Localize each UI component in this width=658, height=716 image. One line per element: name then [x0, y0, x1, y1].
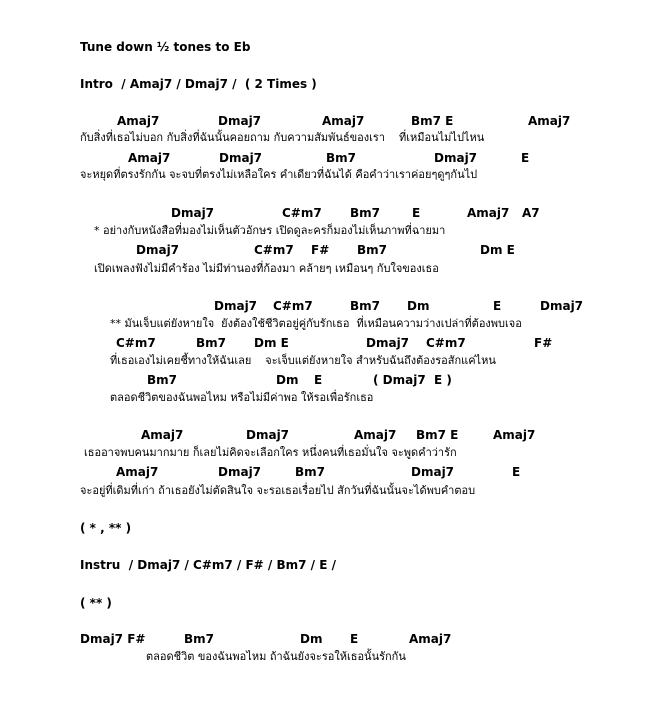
chord: Dmaj7 [214, 299, 258, 313]
chord: Bm7 [350, 206, 380, 220]
chord: Amaj7 [528, 114, 571, 128]
intro-line: Intro / Amaj7 / Dmaj7 / ( 2 Times ) [80, 77, 317, 91]
chord: Dmaj7 [219, 151, 263, 165]
chord: Dm E [480, 243, 515, 257]
chord: F# [534, 336, 553, 350]
lyric-line: ตลอดชีวิต ของฉันพอไหม ถ้าฉันยังจะรอให้เธอนั้นรักกัน [146, 650, 406, 663]
lyric-line: เธออาจพบคนมากมาย ก็เลยไม่คิดจะเลือกใคร หนึ่งคนที่เธอมั่นใจ จะพูดคำว่ารัก [84, 446, 457, 459]
chord: Bm7 [184, 632, 214, 646]
chord: A7 [522, 206, 540, 220]
chord: Bm7 [357, 243, 387, 257]
chord: Dmaj7 [218, 465, 262, 479]
chord: Amaj7 [116, 465, 159, 479]
chord: Dmaj7 [366, 336, 410, 350]
chord: Dmaj7 [540, 299, 584, 313]
chord: Dm [300, 632, 323, 646]
chord: C#m7 [116, 336, 156, 350]
chord: E [512, 465, 521, 479]
chord: Amaj7 [354, 428, 397, 442]
chord: Amaj7 [467, 206, 510, 220]
lyric-line: ** มันเจ็บแต่ยังหายใจ ยังต้องใช้ชีวิตอยู่คู่กับรักเธอ ที่เหมือนความว่างเปล่าที่ต้องพบเจอ [110, 317, 522, 330]
chord: E [314, 373, 323, 387]
chord: Bm7 [147, 373, 177, 387]
lyric-line: จะอยู่ที่เดิมที่เก่า ถ้าเธอยังไม่ตัดสินใจ จะรอเธอเรื่อยไป สักวันที่ฉันนั้นจะได้พบคำตอบ [80, 484, 476, 497]
chord: Amaj7 [141, 428, 184, 442]
chord: Dmaj7 [171, 206, 215, 220]
chord: E [412, 206, 421, 220]
chord: Dm E [254, 336, 289, 350]
chord: Amaj7 [493, 428, 536, 442]
chord: E [493, 299, 502, 313]
lyric-line: ที่เธอเองไม่เคยชี้ทางให้ฉันเลย จะเจ็บแต่ยังหายใจ สำหรับฉันถึงต้องรอสักแค่ไหน [110, 354, 496, 367]
chord: Bm7 E [411, 114, 454, 128]
chord: C#m7 [426, 336, 466, 350]
chord: Dmaj7 [246, 428, 290, 442]
chord: Bm7 [196, 336, 226, 350]
chord: Amaj7 [117, 114, 160, 128]
chord: E [521, 151, 530, 165]
chord: Dm [407, 299, 430, 313]
lyric-line: เปิดเพลงฟังไม่มีคำร้อง ไม่มีท่านองที่ก้องมา คล้ายๆ เหมือนๆ กับใจของเธอ [94, 262, 439, 275]
instrumental-line: Instru / Dmaj7 / C#m7 / F# / Bm7 / E / [80, 558, 336, 572]
chord: Bm7 [326, 151, 356, 165]
chord: C#m7 [254, 243, 294, 257]
chord: Bm7 E [416, 428, 459, 442]
chord: Bm7 [350, 299, 380, 313]
chord: Dmaj7 [411, 465, 455, 479]
chord: ( Dmaj7 E ) [373, 373, 452, 387]
chord: Amaj7 [128, 151, 171, 165]
lyric-line: * อย่างกับหนังสือที่มองไม่เห็นตัวอักษร เปิดดูละครก็มองไม่เห็นภาพที่ฉายมา [94, 224, 446, 237]
chord: Amaj7 [409, 632, 452, 646]
repeat-marker: ( ** ) [80, 596, 112, 610]
lyric-line: กับสิ่งที่เธอไม่บอก กับสิ่งที่ฉันนั้นคอยถาม กับความสัมพันธ์ของเรา ที่เหมือนไม่ไปไหน [80, 131, 485, 144]
chord: Bm7 [295, 465, 325, 479]
chord: Dmaj7 [218, 114, 262, 128]
chord: Amaj7 [322, 114, 365, 128]
chord: Dmaj7 [136, 243, 180, 257]
lyric-line: ตลอดชีวิตของฉันพอไหม หรือไม่มีค่าพอ ให้รอเพื่อรักเธอ [110, 391, 374, 404]
chord: E [350, 632, 359, 646]
chord: C#m7 [282, 206, 322, 220]
chord: C#m7 [273, 299, 313, 313]
chord: Dm [276, 373, 299, 387]
repeat-marker: ( * , ** ) [80, 521, 132, 535]
chord: Dmaj7 F# [80, 632, 146, 646]
chord: F# [311, 243, 330, 257]
chord: Dmaj7 [434, 151, 478, 165]
tuning-note: Tune down ½ tones to Eb [80, 40, 251, 54]
lyric-line: จะหยุดที่ตรงรักกัน จะจบที่ตรงไม่เหลือใคร คำเดียวที่ฉันได้ คือคำว่าเราค่อยๆดูๆกันไป [80, 168, 478, 181]
